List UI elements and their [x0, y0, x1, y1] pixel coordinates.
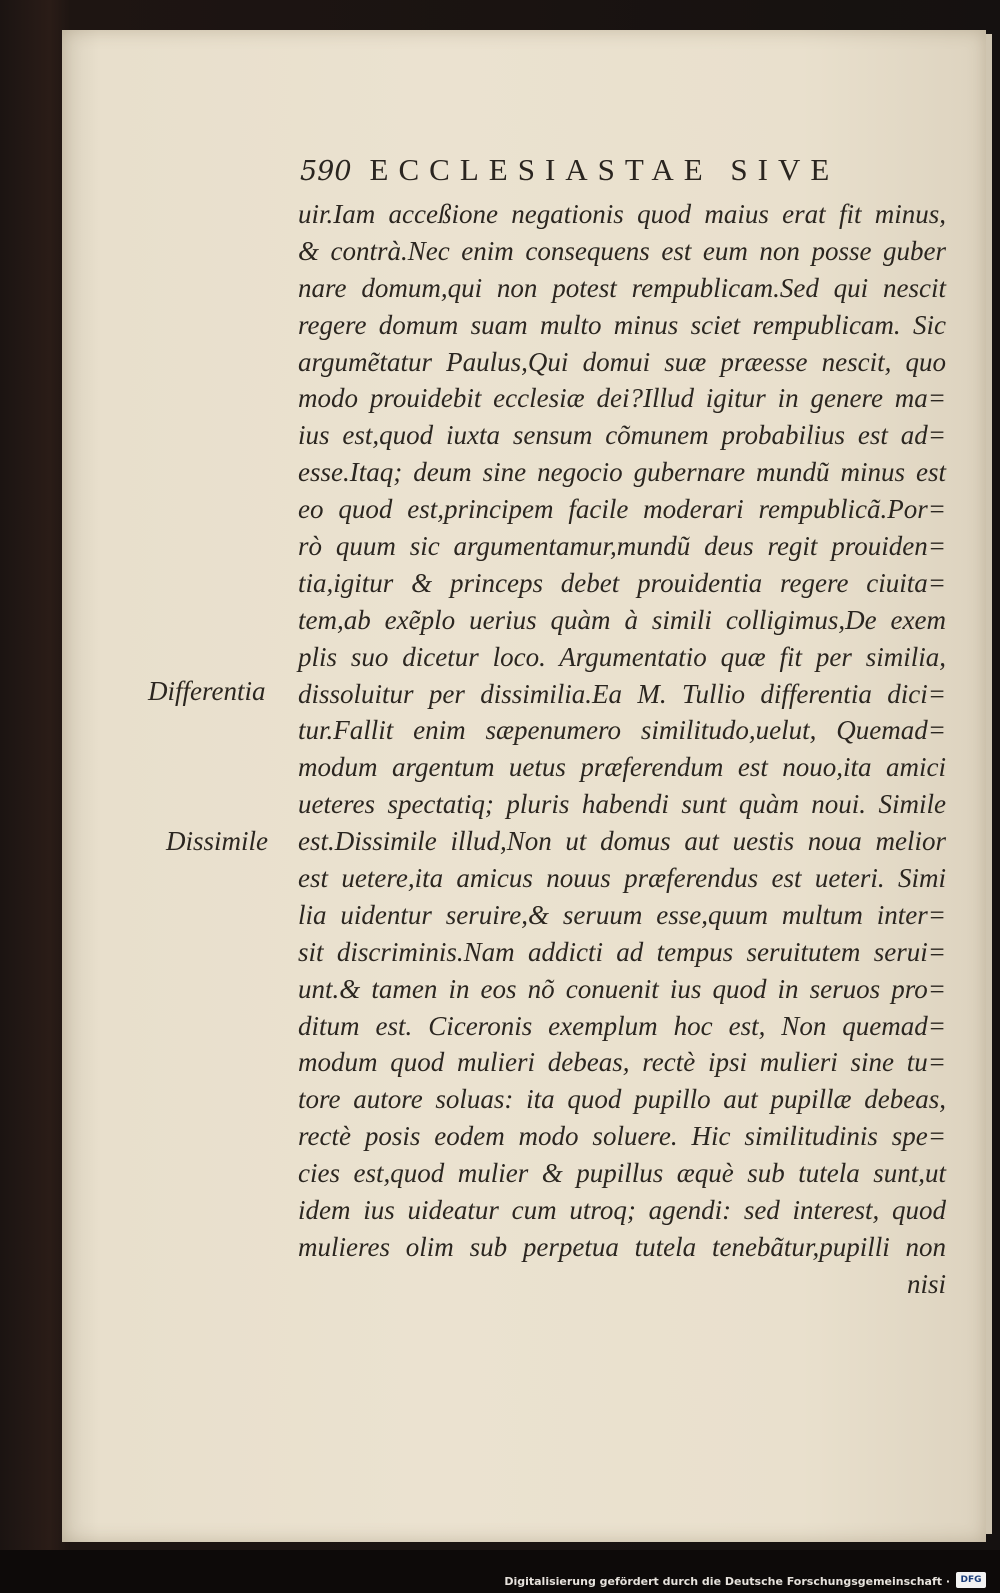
- text-line: tore autore soluas: ita quod pupillo aut pupillæ debeas,: [298, 1084, 946, 1115]
- funding-credit: Digitalisierung gefördert durch die Deutsche Forschungsgemeinschaft ·: [504, 1575, 950, 1588]
- text-line: nare domum,qui non potest rempublicam.Sed qui nescit: [298, 272, 946, 303]
- text-line: eo quod est,principem facile moderari rempublicã.Por=: [298, 494, 946, 525]
- text-line: ueteres spectatiq; pluris habendi sunt quàm noui. Simile: [298, 789, 946, 820]
- text-line: uir.Iam acceßione negationis quod maius erat fit minus,: [298, 199, 946, 229]
- text-line: modum quod mulieri debeas, rectè ipsi mulieri sine tu=: [298, 1047, 946, 1078]
- text-line: ius est,quod iuxta sensum cõmunem probabilius est ad=: [298, 420, 946, 451]
- text-line: lia uidentur seruire,& seruum esse,quum multum inter=: [298, 899, 946, 930]
- text-line: idem ius uideatur cum utroq; agendi: sed interest, quod: [298, 1195, 946, 1226]
- text-line: unt.& tamen in eos nõ conuenit ius quod in seruos pro=: [298, 973, 946, 1004]
- text-line: mulieres olim sub perpetua tutela tenebãtur,pupilli non: [298, 1231, 946, 1262]
- text-line: rò quum sic argumentamur,mundũ deus regit prouiden=: [298, 531, 946, 562]
- text-line: plis suo dicetur loco. Argumentatio quæ fit per similia,: [298, 641, 946, 672]
- text-line: tur.Fallit enim sæpenumero similitudo,uelut, Quemad=: [298, 715, 946, 746]
- text-line: esse.Itaq; deum sine negocio gubernare mundũ minus est: [298, 457, 946, 488]
- text-line: tia,igitur & princeps debet prouidentia regere ciuita=: [298, 567, 946, 598]
- text-line: regere domum suam multo minus sciet rempublicam. Sic: [298, 309, 946, 340]
- text-line: modo prouidebit ecclesiæ dei?Illud igitur in genere ma=: [298, 383, 946, 414]
- text-line: dissoluitur per dissimilia.Ea M. Tullio differentia dici=: [298, 678, 946, 709]
- text-line: tem,ab exẽplo uerius quàm à simili colligimus,De exem: [298, 604, 946, 635]
- page-number: 590: [300, 156, 352, 187]
- margin-note-differentia: Differentia: [148, 676, 266, 706]
- page-header-title: ECCLESIASTAE SIVE: [369, 152, 840, 187]
- text-line: & contrà.Nec enim consequens est eum non posse guber: [298, 235, 946, 266]
- margin-note-dissimile: Dissimile: [166, 826, 269, 856]
- running-head: [300, 152, 880, 192]
- text-line: rectè posis eodem modo soluere. Hic similitudinis spe=: [298, 1121, 946, 1152]
- text-line: cies est,quod mulier & pupillus æquè sub tutela sunt,ut: [298, 1158, 946, 1189]
- body-text: [298, 196, 946, 1303]
- text-line: sit discriminis.Nam addicti ad tempus seruitutem serui=: [298, 936, 946, 967]
- text-line: modum argentum uetus præferendum est nouo,ita amici: [298, 752, 946, 783]
- catchword: nisi: [906, 1268, 946, 1299]
- dfg-logo: DFG: [956, 1572, 986, 1588]
- text-line: argumẽtatur Paulus,Qui domui suæ præesse nescit, quo: [298, 346, 946, 377]
- text-line: est uetere,ita amicus nouus præferendus est ueteri. Simi: [298, 863, 946, 894]
- text-line: ditum est. Ciceronis exemplum hoc est, Non quemad=: [298, 1010, 946, 1041]
- text-line: est.Dissimile illud,Non ut domus aut uestis noua melior: [298, 826, 946, 857]
- page-edge: [986, 34, 992, 1534]
